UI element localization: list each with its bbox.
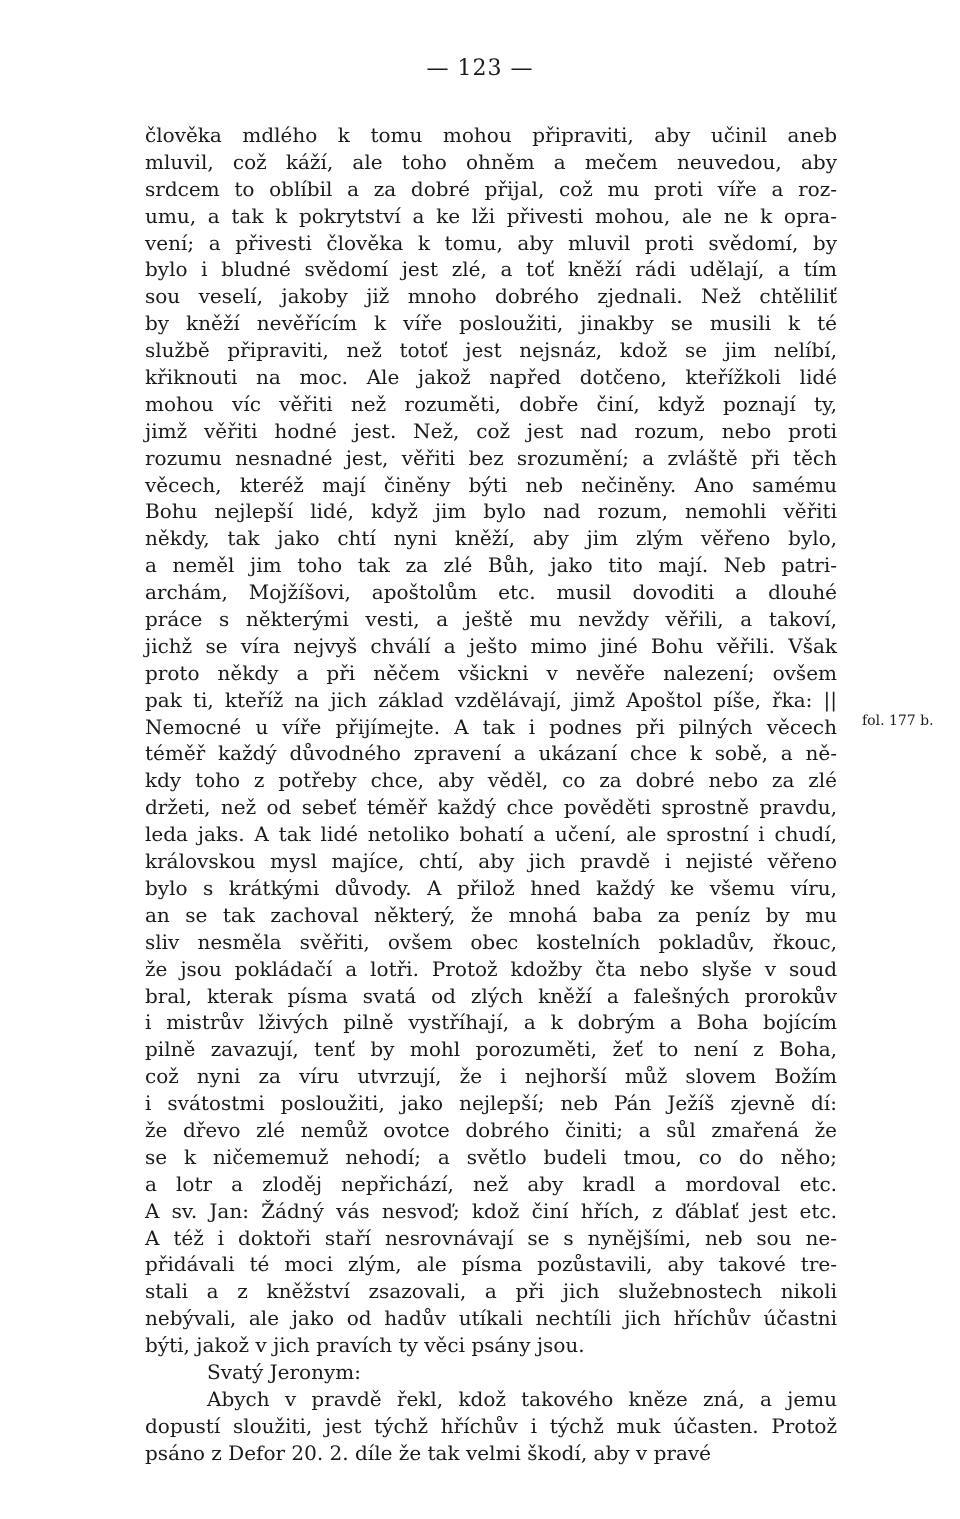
text-line: i mistrův lživých pilně vystříhají, a k dobrým a Boha bojícím	[145, 1010, 837, 1035]
text-line: mohou víc věřiti než rozuměti, dobře činí, když poznají ty,	[145, 391, 837, 416]
text-line: pak ti, kteříž na jich základ vzdělávají, jimž Apoštol píše, řka: ||	[145, 687, 837, 712]
text-line: dopustí sloužiti, jest týchž hříchův i týchž muk účasten. Protož	[145, 1413, 837, 1438]
body-text	[145, 122, 837, 1467]
text-line: A též i doktoři staří nesrovnávají se s nynějšími, neb sou ne-	[145, 1225, 837, 1250]
text-line: věcech, kteréž mají činěny býti neb nečiněny. Ano samému	[145, 472, 837, 497]
text-line: vení; a přivesti člověka k tomu, aby mluvil proti svědomí, by	[145, 230, 837, 255]
text-line: křiknouti na moc. Ale jakož napřed dotčeno, kteřížkoli lidé	[145, 365, 837, 390]
text-line: psáno z Defor 20. 2. díle že tak velmi škodí, aby v pravé	[145, 1440, 712, 1465]
text-line: což nyni za víru utvrzují, že i nejhorší můž slovem Božím	[145, 1064, 837, 1089]
text-line: srdcem to oblíbil a za dobré přijal, což mu proti víře a roz-	[145, 176, 837, 201]
text-line: službě připraviti, než totoť jest nejsnáz, kdož se jim nelíbí,	[145, 338, 837, 363]
text-line: někdy, tak jako chtí nyni kněží, aby jim zlým věřeno bylo,	[145, 526, 837, 551]
text-line: královskou mysl majíce, chtí, aby jich pravdě i nejisté věřeno	[145, 849, 837, 874]
text-line: držeti, než od sebeť téměř každý chce pověděti sprostně pravdu,	[145, 795, 837, 820]
text-line: se k ničememuž nehodí; a světlo budeli tmou, co do něho;	[145, 1144, 837, 1169]
text-line: mluvil, což káží, ale toho ohněm a mečem neuvedou, aby	[145, 149, 837, 174]
text-line: práce s některými vesti, a ještě mu nevždy věřili, a takoví,	[145, 607, 837, 632]
text-line: bral, kterak písma svatá od zlých kněží a falešných prorokův	[145, 983, 837, 1008]
text-line: téměř každý důvodného zpravení a ukázaní chce k sobě, a ně-	[145, 741, 837, 766]
text-line: že jsou pokládačí a lotři. Protož kdožby čta nebo slyše v soud	[145, 956, 837, 981]
text-line: přidávali té moci zlým, ale písma pozůstavili, aby takové tre-	[145, 1252, 837, 1277]
text-line: člověka mdlého k tomu mohou připraviti, aby učinil aneb	[145, 123, 837, 147]
text-line: že dřevo zlé nemůž ovotce dobrého činiti; a sůl zmařená že	[145, 1117, 837, 1142]
text-line: leda jaks. A tak lidé netoliko bohatí a učení, ale sprostní i chudí,	[145, 822, 837, 847]
text-line: sou veselí, jakoby již mnoho dobrého zjednali. Než chtěliliť	[145, 284, 837, 309]
text-line: a neměl jim toho tak za zlé Bůh, jako tito mají. Neb patri-	[145, 553, 837, 578]
text-line: Abych v pravdě řekl, kdož takového kněze zná, a jemu	[207, 1386, 837, 1411]
text-line: rozumu nesnadné jest, věřiti bez srozumění; a zvláště při těch	[145, 445, 837, 470]
text-line: bylo s krátkými důvody. A přilož hned každý ke všemu víru,	[145, 875, 837, 900]
text-line: nebývali, ale jako od hadův utíkali nechtíli jich hříchův účastni	[145, 1306, 837, 1331]
text-line: pilně zavazují, tenť by mohl porozuměti, žeť to není z Boha,	[145, 1037, 837, 1062]
text-line: kdy toho z potřeby chce, aby věděl, co za dobré nebo za zlé	[145, 768, 837, 793]
text-line: archám, Mojžíšovi, apoštolům etc. musil dovoditi a dlouhé	[145, 580, 837, 605]
text-line: bylo i bludné svědomí jest zlé, a toť kněží rádi udělají, a tím	[145, 257, 837, 282]
text-line: A sv. Jan: Žádný vás nesvoď; kdož činí hřích, z ďáblať jest etc.	[145, 1198, 837, 1223]
text-line: Svatý Jeronym:	[207, 1359, 361, 1384]
text-line: jichž se víra nejvyš chválí a ješto mimo jiné Bohu věřili. Však	[145, 633, 837, 658]
text-line: an se tak zachoval některý, že mnohá baba za peníz by mu	[145, 902, 837, 927]
text-line: sliv nesměla svěřiti, ovšem obec kostelních pokladův, řkouc,	[145, 929, 837, 954]
text-line: býti, jakož v jich pravích ty věci psány jsou.	[145, 1333, 585, 1358]
text-line: Bohu nejlepší lidé, když jim bylo nad rozum, nemohli věřiti	[145, 499, 837, 524]
text-line: stali a z kněžství zsazovali, a při jich služebnostech nikoli	[145, 1279, 837, 1304]
page-number: — 123 —	[426, 56, 534, 81]
text-line: Nemocné u víře přijímejte. A tak i podnes při pilných věcech	[145, 714, 837, 739]
text-line: a lotr a zloděj nepřichází, než aby kradl a mordoval etc.	[145, 1171, 837, 1196]
margin-note: fol. 177 b.	[862, 713, 934, 729]
text-line: i svátostmi posloužiti, jako nejlepší; neb Pán Ježíš zjevně dí:	[145, 1091, 837, 1116]
text-line: by kněží nevěřícím k víře posloužiti, jinakby se musili k té	[145, 311, 837, 336]
text-line: proto někdy a při něčem všickni v nevěře nalezení; ovšem	[145, 660, 837, 685]
text-line: jimž věřiti hodné jest. Než, což jest nad rozum, nebo proti	[145, 418, 837, 443]
text-line: umu, a tak k pokrytství a ke lži přivesti mohou, ale ne k opra-	[145, 203, 837, 228]
